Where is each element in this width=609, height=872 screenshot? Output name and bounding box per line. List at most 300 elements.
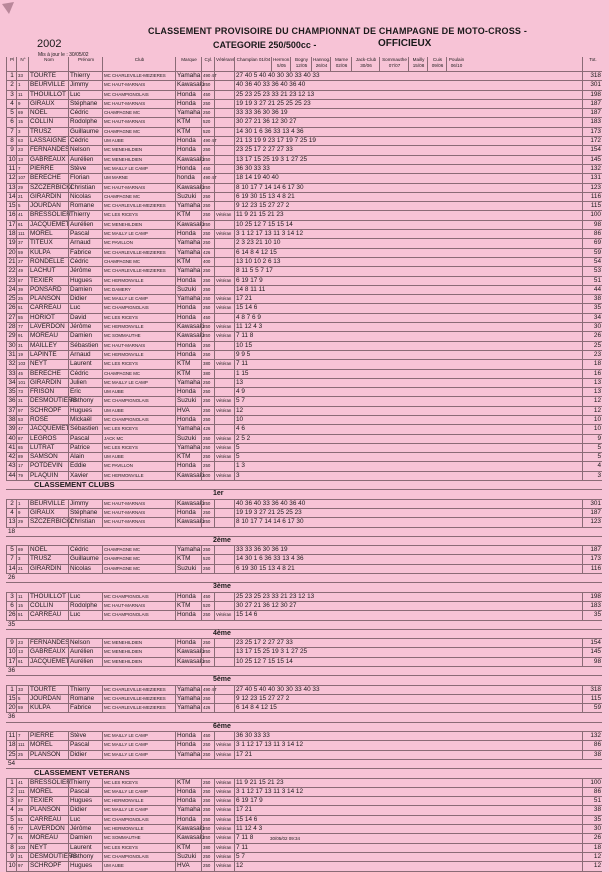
results-cell: 15 14 6 bbox=[234, 304, 582, 312]
results-cell: 6 19 30 15 13 4 8 21 bbox=[234, 193, 582, 201]
club-cell: MC DAMERY bbox=[102, 286, 175, 294]
number-cell: 51 bbox=[16, 611, 28, 619]
displacement-cell: 250 bbox=[201, 834, 214, 842]
club-rank-label bbox=[6, 490, 602, 499]
rank-cell: 7 bbox=[6, 834, 16, 842]
rank-cell: 42 bbox=[6, 453, 16, 461]
total-cell: 54 bbox=[582, 258, 602, 266]
last-name-cell: LAPINTE bbox=[28, 351, 68, 359]
club-cell: MC CHARLEVILLE-MEZIERES bbox=[102, 695, 175, 703]
displacement-cell: 250 bbox=[201, 388, 214, 396]
club-cell: MC LES RICEYS bbox=[102, 444, 175, 452]
results-cell: 3 1 12 17 13 11 3 14 12 bbox=[234, 788, 582, 796]
make-cell: KTM bbox=[175, 360, 201, 368]
rank-cell: 29 bbox=[6, 332, 16, 340]
last-name-cell: JACQUEMET bbox=[30, 657, 70, 665]
last-name-cell: DESMOUTIERS bbox=[30, 397, 77, 405]
total-cell: 35 bbox=[582, 816, 602, 824]
last-name-cell: PLANSON bbox=[28, 751, 68, 759]
rank-cell: 13 bbox=[6, 518, 16, 526]
rank-cell: 17 bbox=[6, 221, 16, 229]
number-cell: 9 bbox=[16, 100, 28, 108]
total-cell: 51 bbox=[582, 277, 602, 285]
make-cell: Honda bbox=[175, 388, 201, 396]
rank-cell: 3 bbox=[6, 593, 16, 601]
table-row bbox=[6, 211, 602, 220]
make-cell: Suzuki bbox=[175, 853, 201, 861]
club-rank-label bbox=[6, 583, 602, 592]
results-cell: 12 bbox=[234, 407, 582, 415]
results-cell: 19 19 3 27 21 25 25 25 23 bbox=[234, 100, 582, 108]
results-cell: 25 23 25 23 33 21 23 12 13 bbox=[234, 593, 582, 601]
displacement-cell: 250 bbox=[201, 351, 214, 359]
first-name-cell: Aurélien bbox=[68, 658, 102, 666]
table-row bbox=[6, 565, 602, 574]
rank-cell: 1 bbox=[6, 686, 16, 694]
page-title: CLASSEMENT PROVISOIRE DU CHAMPIONNAT DE CHAMPAGNE DE MOTO-CROSS - bbox=[148, 26, 528, 36]
rank-cell: 15 bbox=[6, 695, 16, 703]
last-name-cell: CARREAU bbox=[28, 611, 68, 619]
last-name-cell: GIRAUX bbox=[28, 100, 68, 108]
make-cell: Honda bbox=[175, 277, 201, 285]
number-cell: 7 bbox=[16, 732, 28, 740]
total-cell: 35 bbox=[582, 611, 602, 619]
club-cell: MC CHAMPIGNOLAIS bbox=[102, 593, 175, 601]
veteran-cell bbox=[214, 648, 234, 656]
make-cell: Kawasaki bbox=[177, 648, 205, 656]
first-name-cell: Thierry bbox=[68, 72, 102, 80]
club-cell: MC MAILLY LE CAMP bbox=[102, 295, 175, 303]
make-cell: Honda bbox=[175, 741, 201, 749]
number-cell: 103 bbox=[16, 360, 28, 368]
veterans-section-title bbox=[6, 769, 602, 778]
veteran-cell: Vétéran bbox=[214, 806, 234, 814]
displacement-cell: 426 bbox=[201, 425, 214, 433]
club-cell: MC MENEHILDIEN bbox=[102, 639, 175, 647]
club-cell: CHAMPAGNE MC bbox=[102, 109, 175, 117]
first-name-cell: Luc bbox=[68, 816, 102, 824]
club-cell: CHAMPAGNE MC bbox=[102, 370, 175, 378]
results-cell: 5 7 bbox=[234, 397, 582, 405]
table-row bbox=[6, 825, 602, 834]
table-row bbox=[6, 156, 602, 165]
displacement-cell: 250 bbox=[201, 779, 214, 787]
total-cell: 132 bbox=[582, 165, 602, 173]
header-cell: Marque bbox=[175, 57, 201, 71]
veteran-cell bbox=[214, 314, 234, 322]
table-row bbox=[6, 258, 602, 267]
displacement-cell: 490 4T bbox=[201, 72, 214, 80]
displacement-cell: 250 bbox=[201, 267, 214, 275]
number-cell: 25 bbox=[16, 751, 28, 759]
last-name-cell: LASSAIGNE bbox=[30, 137, 67, 145]
last-name-cell: ROSE bbox=[28, 416, 68, 424]
make-cell: Yamaha bbox=[177, 685, 201, 693]
total-cell: 12 bbox=[582, 853, 602, 861]
last-name-cell: NOEL bbox=[28, 546, 68, 554]
rank-cell: 26 bbox=[6, 611, 16, 619]
rank-cell: 24 bbox=[6, 286, 16, 294]
total-cell: 26 bbox=[582, 834, 602, 842]
rank-cell: 4 bbox=[6, 509, 16, 517]
number-cell: 59 bbox=[16, 249, 28, 257]
number-cell: 21 bbox=[16, 193, 28, 201]
make-cell: Honda bbox=[175, 304, 201, 312]
club-cell: MC CHARLEVILLE-MEZIERES bbox=[102, 202, 175, 210]
table-row bbox=[6, 555, 602, 564]
total-cell: 301 bbox=[582, 500, 602, 508]
veteran-cell bbox=[214, 351, 234, 359]
total-cell: 115 bbox=[582, 695, 602, 703]
table-row bbox=[6, 165, 602, 174]
rank-cell: 8 bbox=[6, 137, 16, 145]
header-cell: Sommauthe 07/07 bbox=[379, 57, 408, 71]
rank-cell: 2 bbox=[6, 500, 16, 508]
club-cell: MC LES RICEYS bbox=[102, 425, 175, 433]
make-cell: Suzuki bbox=[175, 286, 201, 294]
last-name-cell: GABREAUX bbox=[28, 648, 68, 656]
total-cell: 86 bbox=[582, 741, 602, 749]
displacement-cell: 250 bbox=[201, 518, 214, 526]
total-cell: 30 bbox=[582, 323, 602, 331]
club-cell: CHAMPAGNE MC bbox=[102, 546, 175, 554]
table-row bbox=[6, 360, 602, 369]
club-cell: MC HERMONVILLE bbox=[102, 472, 175, 480]
table-row bbox=[6, 425, 602, 434]
last-name-cell: FERNANDES bbox=[30, 146, 70, 154]
results-cell: 15 14 6 bbox=[234, 816, 582, 824]
displacement-cell: 250 bbox=[201, 853, 214, 861]
veteran-cell: Vétéran bbox=[214, 472, 234, 480]
number-cell: 45 bbox=[16, 370, 28, 378]
displacement-cell: 250 bbox=[201, 323, 214, 331]
first-name-cell: Arnaud bbox=[68, 351, 102, 359]
veteran-cell: Vétéran bbox=[214, 323, 234, 331]
displacement-cell: 520 bbox=[201, 128, 214, 136]
first-name-cell: Jérôme bbox=[68, 323, 102, 331]
club-cell: MC PAVILLON bbox=[102, 462, 175, 470]
make-cell: Suzuki bbox=[175, 565, 201, 573]
first-name-cell: Fabrice bbox=[68, 704, 102, 712]
veteran-cell: Vétéran bbox=[214, 751, 234, 759]
first-name-cell: Laurent bbox=[68, 360, 102, 368]
club-cell: UM AUBE bbox=[102, 453, 175, 461]
make-cell: Honda bbox=[175, 100, 201, 108]
last-name-cell: DESMOUTIERS bbox=[30, 852, 77, 860]
table-row bbox=[6, 286, 602, 295]
first-name-cell: Damien bbox=[68, 286, 102, 294]
first-name-cell: Damien bbox=[68, 834, 102, 842]
rank-cell: 5 bbox=[6, 816, 16, 824]
table-row bbox=[6, 788, 602, 797]
displacement-cell: 450 bbox=[201, 732, 214, 740]
results-cell: 11 12 4 3 bbox=[234, 323, 582, 331]
results-cell: 3 1 12 17 13 11 3 14 12 bbox=[234, 741, 582, 749]
club-rank-label bbox=[6, 537, 602, 546]
first-name-cell: Nicolas bbox=[68, 565, 102, 573]
total-cell: 44 bbox=[582, 286, 602, 294]
total-cell: 26 bbox=[582, 332, 602, 340]
club-cell: MC CHAMPIGNOLAIS bbox=[102, 397, 175, 405]
number-cell: 87 bbox=[16, 277, 28, 285]
club-cell: UM AUBE bbox=[102, 407, 175, 415]
total-cell: 12 bbox=[582, 862, 602, 870]
first-name-cell: Christian bbox=[68, 184, 102, 192]
club-cell: MC MENEHILDIEN bbox=[102, 156, 175, 164]
number-cell: 97 bbox=[16, 407, 28, 415]
make-cell: Honda bbox=[175, 146, 201, 154]
first-name-cell: Xavier bbox=[68, 472, 102, 480]
veteran-cell bbox=[214, 221, 234, 229]
veteran-cell bbox=[214, 156, 234, 164]
first-name-cell: Romane bbox=[68, 695, 102, 703]
club-total-text: 54 bbox=[8, 759, 16, 767]
displacement-cell: 490 4T bbox=[201, 686, 214, 694]
results-cell: 13 bbox=[234, 379, 582, 387]
club-cell: MC CHARLEVILLE-MEZIERES bbox=[102, 72, 175, 80]
make-cell: Honda bbox=[175, 137, 201, 145]
veteran-cell bbox=[214, 239, 234, 247]
table-row bbox=[6, 81, 602, 90]
first-name-cell: Thierry bbox=[68, 686, 102, 694]
table-row bbox=[6, 277, 602, 286]
number-cell: 91 bbox=[16, 332, 28, 340]
displacement-cell: 520 bbox=[201, 555, 214, 563]
rank-cell: 39 bbox=[6, 425, 16, 433]
displacement-cell: 250 bbox=[201, 397, 214, 405]
displacement-cell: 450 bbox=[201, 165, 214, 173]
results-cell: 6 19 17 9 bbox=[234, 797, 582, 805]
club-rank-label-text: 4ème bbox=[213, 629, 231, 637]
table-row bbox=[6, 109, 602, 118]
displacement-cell: 500 bbox=[201, 472, 214, 480]
results-cell: 5 bbox=[234, 453, 582, 461]
table-row bbox=[6, 844, 602, 853]
veteran-cell bbox=[214, 91, 234, 99]
rank-cell: 44 bbox=[6, 472, 16, 480]
club-cell: UM MARNE bbox=[102, 174, 175, 182]
header-cell: Hannog. 26/04 bbox=[311, 57, 330, 71]
club-rank-label bbox=[6, 630, 602, 639]
make-cell: Honda bbox=[175, 165, 201, 173]
first-name-cell: Nicolas bbox=[68, 193, 102, 201]
make-cell: Kawasaki bbox=[177, 323, 205, 331]
rank-cell: 11 bbox=[6, 165, 16, 173]
veteran-cell bbox=[214, 174, 234, 182]
make-cell: KTM bbox=[175, 128, 201, 136]
veteran-cell: Vétéran bbox=[214, 277, 234, 285]
club-total-text: 36 bbox=[8, 667, 16, 674]
club-cell: CHAMPAGNE MC bbox=[102, 193, 175, 201]
last-name-cell: BRESSOLIER bbox=[30, 778, 71, 786]
total-cell: 34 bbox=[582, 314, 602, 322]
last-name-cell: TOURTE bbox=[28, 72, 68, 80]
results-cell: 12 bbox=[234, 862, 582, 870]
rank-cell: 20 bbox=[6, 249, 16, 257]
first-name-cell: Didier bbox=[68, 751, 102, 759]
table-row bbox=[6, 137, 602, 146]
make-cell: Yamaha bbox=[177, 443, 201, 451]
total-cell: 38 bbox=[582, 806, 602, 814]
veteran-cell bbox=[214, 695, 234, 703]
veteran-cell bbox=[214, 379, 234, 387]
total-cell: 301 bbox=[582, 81, 602, 89]
number-cell: 23 bbox=[16, 146, 28, 154]
last-name-cell: FERNANDES bbox=[30, 639, 70, 647]
first-name-cell: Hugues bbox=[68, 862, 102, 870]
make-cell: Honda bbox=[175, 314, 201, 322]
club-total bbox=[6, 528, 602, 537]
club-cell: MC MAILLY LE CAMP bbox=[102, 788, 175, 796]
results-cell: 10 15 bbox=[234, 342, 582, 350]
number-cell: 101 bbox=[16, 379, 28, 387]
results-cell: 30 27 21 36 12 30 27 bbox=[234, 602, 582, 610]
table-row bbox=[6, 453, 602, 462]
results-cell: 9 12 23 15 27 27 2 bbox=[234, 202, 582, 210]
make-cell: Honda bbox=[175, 462, 201, 470]
number-cell: 29 bbox=[16, 184, 28, 192]
table-row bbox=[6, 853, 602, 862]
number-cell: 25 bbox=[16, 295, 28, 303]
header-cell: Poulain 06/10 bbox=[446, 57, 465, 71]
displacement-cell: 250 bbox=[201, 332, 214, 340]
results-cell: 30 27 21 36 12 30 27 bbox=[234, 118, 582, 126]
last-name-cell: HORIOT bbox=[28, 314, 68, 322]
displacement-cell: 250 bbox=[201, 239, 214, 247]
table-header bbox=[6, 57, 602, 72]
veteran-cell bbox=[214, 81, 234, 89]
veteran-cell: Vétéran bbox=[214, 295, 234, 303]
results-cell: 4 8 7 6 9 bbox=[234, 314, 582, 322]
club-cell: MC HERMONVILLE bbox=[102, 351, 175, 359]
table-row bbox=[6, 249, 602, 258]
total-cell: 59 bbox=[582, 249, 602, 257]
number-cell: 9 bbox=[16, 509, 28, 517]
clubs-section-title bbox=[6, 481, 602, 490]
table-row bbox=[6, 184, 602, 193]
rank-cell: 4 bbox=[6, 100, 16, 108]
veteran-cell: Vétéran bbox=[214, 611, 234, 619]
make-cell: Kawasaki bbox=[177, 499, 205, 507]
rank-cell: 7 bbox=[6, 128, 16, 136]
last-name-cell: LUTRAT bbox=[28, 444, 68, 452]
first-name-cell: Luc bbox=[68, 611, 102, 619]
last-name-cell: SZCZERBICKI bbox=[30, 183, 73, 191]
total-cell: 5 bbox=[582, 453, 602, 461]
rank-cell: 23 bbox=[6, 277, 16, 285]
table-row bbox=[6, 407, 602, 416]
table-row bbox=[6, 444, 602, 453]
number-cell: 7 bbox=[16, 165, 28, 173]
number-cell: 77 bbox=[16, 825, 28, 833]
total-cell: 18 bbox=[582, 844, 602, 852]
displacement-cell: 250 bbox=[201, 788, 214, 796]
number-cell: 31 bbox=[16, 342, 28, 350]
last-name-cell: PIERRE bbox=[28, 165, 68, 173]
total-cell: 116 bbox=[582, 193, 602, 201]
last-name-cell: NOEL bbox=[28, 109, 68, 117]
total-cell: 115 bbox=[582, 202, 602, 210]
displacement-cell: 250 bbox=[201, 304, 214, 312]
first-name-cell: Luc bbox=[68, 593, 102, 601]
results-cell: 8 11 5 5 7 17 bbox=[234, 267, 582, 275]
table-row bbox=[6, 304, 602, 313]
header-cell: Tot. bbox=[582, 57, 602, 71]
results-cell: 10 25 12 7 15 15 14 bbox=[234, 658, 582, 666]
last-name-cell: PIERRE bbox=[28, 732, 68, 740]
rank-cell: 18 bbox=[6, 741, 16, 749]
club-cell: MC MAILLY LE CAMP bbox=[102, 751, 175, 759]
veteran-cell: Vétéran bbox=[214, 407, 234, 415]
number-cell: 79 bbox=[16, 472, 28, 480]
season-year: 2002 bbox=[37, 38, 62, 50]
veteran-cell bbox=[214, 286, 234, 294]
results-cell: 17 21 bbox=[234, 295, 582, 303]
make-cell: Kawasaki bbox=[177, 81, 205, 89]
displacement-cell: 380 bbox=[201, 370, 214, 378]
total-cell: 10 bbox=[582, 416, 602, 424]
table-row bbox=[6, 435, 602, 444]
rank-cell: 3 bbox=[6, 797, 16, 805]
make-cell: Yamaha bbox=[177, 72, 201, 79]
club-rank-label-text: 1er bbox=[213, 490, 224, 498]
veteran-cell: Vétéran bbox=[214, 360, 234, 368]
displacement-cell: 250 bbox=[201, 295, 214, 303]
number-cell: 31 bbox=[16, 853, 28, 861]
total-cell: 86 bbox=[582, 230, 602, 238]
club-total-text: 36 bbox=[8, 713, 16, 721]
number-cell: 47 bbox=[16, 425, 28, 433]
first-name-cell: Didier bbox=[68, 295, 102, 303]
total-cell: 69 bbox=[582, 239, 602, 247]
table-row bbox=[6, 267, 602, 276]
veteran-cell bbox=[214, 500, 234, 508]
results-cell: 6 19 17 9 bbox=[234, 277, 582, 285]
make-cell: KTM bbox=[175, 453, 201, 461]
veteran-cell bbox=[214, 109, 234, 117]
rank-cell: 40 bbox=[6, 435, 16, 443]
veteran-cell bbox=[214, 639, 234, 647]
table-row bbox=[6, 602, 602, 611]
number-cell: 11 bbox=[16, 91, 28, 99]
make-cell: Yamaha bbox=[177, 202, 201, 210]
results-cell: 23 25 17 2 27 27 33 bbox=[234, 146, 582, 154]
number-cell: 69 bbox=[16, 109, 28, 117]
veteran-cell: Vétéran bbox=[214, 397, 234, 405]
club-total bbox=[6, 574, 602, 583]
header-cell: Nom bbox=[28, 57, 68, 71]
rank-cell: 9 bbox=[6, 853, 16, 861]
make-cell: Honda bbox=[175, 342, 201, 350]
total-cell: 131 bbox=[582, 174, 602, 182]
number-cell: 97 bbox=[16, 862, 28, 870]
results-cell: 7 11 8 bbox=[234, 332, 582, 340]
total-cell: 16 bbox=[582, 370, 602, 378]
table-row bbox=[6, 174, 602, 183]
veteran-cell bbox=[214, 370, 234, 378]
rank-cell: 5 bbox=[6, 109, 16, 117]
rank-cell: 34 bbox=[6, 379, 16, 387]
results-cell: 7 11 bbox=[234, 360, 582, 368]
displacement-cell: 490 4T bbox=[201, 174, 214, 182]
total-cell: 3 bbox=[582, 472, 602, 480]
total-cell: 51 bbox=[582, 797, 602, 805]
table-row bbox=[6, 658, 602, 667]
first-name-cell: Cédric bbox=[68, 137, 102, 145]
first-name-cell: Anthony bbox=[68, 853, 102, 861]
table-row bbox=[6, 397, 602, 406]
veteran-cell bbox=[214, 518, 234, 526]
